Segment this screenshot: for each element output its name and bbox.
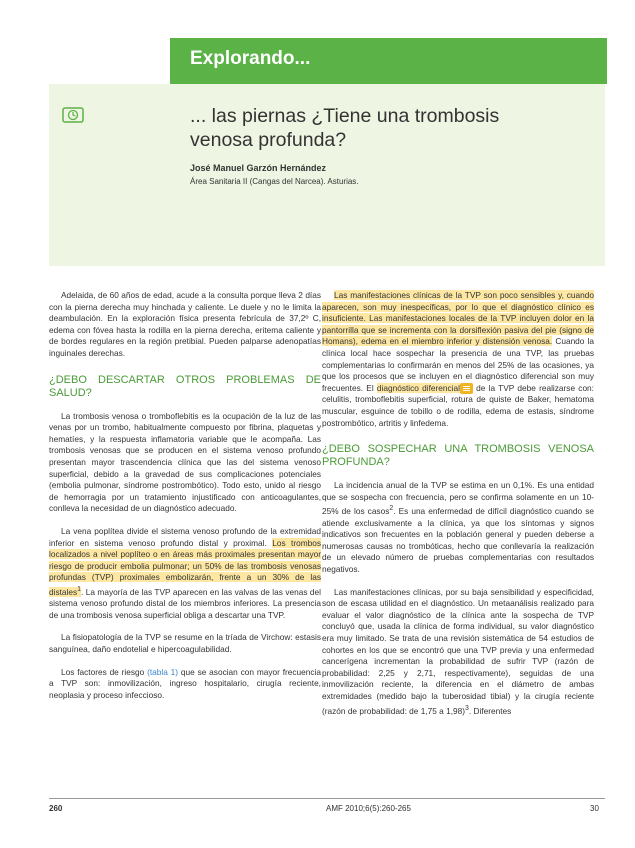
text: Los trombos localizados a nivel poplíteo o en áreas más proximales presentan mayor riesgo de producir embolia pulmonar; un 50% de las trombosis venosas profundas (TVP) proximales embolizarán, frente a un 30% de las distales: [49, 537, 321, 597]
reference-number: 3: [465, 704, 469, 712]
paragraph-virchow: La fisiopatología de la TVP se resume en la tríada de Virchow: estasis sanguínea, daño endotelial e hipercoagulabilidad.: [49, 632, 321, 655]
reference-number: 2: [389, 505, 394, 513]
paragraph-risk-factors: [49, 667, 321, 702]
section-heading-1: ¿DEBO DESCARTAR OTROS PROBLEMAS DE SALUD?: [49, 373, 321, 399]
author-name: José Manuel Garzón Hernández: [190, 163, 327, 173]
author-affiliation: Área Sanitaria II (Cangas del Narcea). Asturias.: [190, 177, 359, 186]
journal-citation: AMF 2010;6(5):260-265: [326, 804, 411, 813]
text: . La mayoría de las TVP aparecen en las valvas de las venas del sistema venoso profundo distal de los miembros inferiores. La presencia de una trombosis venosa superficial obliga a descartar una TVP.: [49, 586, 321, 620]
highlighted-text[interactable]: diagnóstico diferencial: [376, 382, 460, 393]
footer-divider: [49, 798, 605, 799]
text: Las manifestaciones clínicas, por su baja sensibilidad y especificidad, son de escasa utilidad en el diagnóstico. Un metaanálisis realizado para evaluar el valor diagnóstico de la clínica ante la sospecha de TVP concluyó que, usada la clínica de forma individual, su valor diagnóstico era muy limitado. Se trata de una revisión sistemática de 54 estudios de cohortes en los que se encontró que una TVP previa y una enfermedad cancerígena incrementan la probabilidad de sufrir TVP (razón de probabilidad: 2,25 y 2,71, respectivamente), seguidas de una inmovilización reciente, la diferencia en el diámetro de ambas extremidades (medido bajo la tuberosidad tibial) y la cirugía reciente (razón de probabilidad: de 1,75 a 1,98): [322, 586, 594, 716]
text: de la TVP debe realizarse con: celulitis, tromboflebitis superficial, rotura de quiste de Baker, hematoma muscular, esguince de tobillo o de rodilla, edema de estasis, síndrome postrombótico, artritis y linfedema.: [322, 382, 594, 428]
paragraph-incidence: [322, 480, 594, 576]
reference-number: 1: [77, 585, 81, 593]
text: Cuando la clínica local hace sospechar la presencia de una TVP, las pruebas complementarias lo confirmarán en menos del 25% de las ocasiones, ya que los procesos que se incluyen en el diagnóstico diferencial son muy frecuentes. El: [322, 336, 594, 393]
text: . Es una enfermedad de difícil diagnóstico cuando se atiende exclusivamente a la clínica, ya que los síntomas y signos indicativos son frecuentes en la población general y pueden deberse a numerosas causas no trombóticas, hecho que conllevaría la realización de un elevado número de pruebas complementarias con resultados negativos.: [322, 506, 594, 575]
highlighted-text[interactable]: Las manifestaciones clínicas de la TVP son poco sensibles y, cuando aparecen, son muy inespecíficas, por lo que el diagnóstico clínico es insuficiente. Las manifestaciones locales de la TVP incluyen dolor en la pantorrilla que se incrementa con la dorsiflexión pasiva del pie (signo de Homans), edema en el miembro inferior y distensión venosa.: [322, 290, 594, 347]
text: Los factores de riesgo: [61, 666, 148, 677]
text: . Diferentes: [468, 705, 512, 716]
right-column: [322, 290, 594, 728]
text: que se asocian con mayor frecuencia a TVP son: inmovilización, ingreso hospitalario, cirugía reciente, neoplasia y proceso infeccioso.: [49, 666, 322, 700]
page-number-right: 30: [590, 804, 599, 813]
table-link[interactable]: (tabla 1): [147, 666, 179, 677]
text: La incidencia anual de la TVP se estima en un 0,1%. Es una entidad que se sospecha con frecuencia, pero se confirma solamente en un 10-25% de los casos: [322, 480, 594, 517]
section-title: Explorando...: [190, 48, 311, 69]
paragraph-manifestations: [322, 290, 594, 429]
clock-icon: [62, 107, 84, 123]
paragraph-poplitea: [49, 526, 321, 622]
article-title: ... las piernas ¿Tiene una trombosis venosa profunda?: [190, 105, 500, 151]
text: La vena poplítea divide el sistema venoso profundo de la extremidad inferior en sistema venoso profundo distal y proximal.: [49, 525, 321, 548]
section-heading-2: ¿DEBO SOSPECHAR UNA TROMBOSIS VENOSA PROFUNDA?: [322, 443, 594, 469]
left-column: [49, 290, 321, 712]
page-number-left: 260: [49, 804, 63, 813]
note-icon[interactable]: [460, 383, 473, 394]
paragraph-thrombosis: La trombosis venosa o tromboflebitis es la ocupación de la luz de las venas por un trombo, habitualmente compuesto por fibrina, plaquetas y hematíes, y la respuesta inflamatoria variable que le acompaña. Las trombosis venosas que se producen en el sistema venoso profundo presentan mayor trascendencia clínica que las del sistema venoso superficial, debido a la gravedad de sus complicaciones potenciales (embolia pulmonar, síndrome postrombótico). Todo esto, unido al riesgo de hemorragia por un tratamiento injustificado con anticoagulantes, conlleva la necesidad de un diagnóstico adecuado.: [49, 410, 321, 514]
case-paragraph: Adelaida, de 60 años de edad, acude a la consulta porque lleva 2 días con la pierna derecha muy hinchada y caliente. Le duele y no le limita la deambulación. En la exploración física presenta febrícula de 37,2º C, edema con fóvea hasta la rodilla en la pierna derecha, eritema caliente y de bordes regulares en la región pretibial. Pueden palparse adenopatías inguinales derechas.: [49, 290, 321, 358]
paragraph-metaanalysis: [322, 587, 594, 717]
